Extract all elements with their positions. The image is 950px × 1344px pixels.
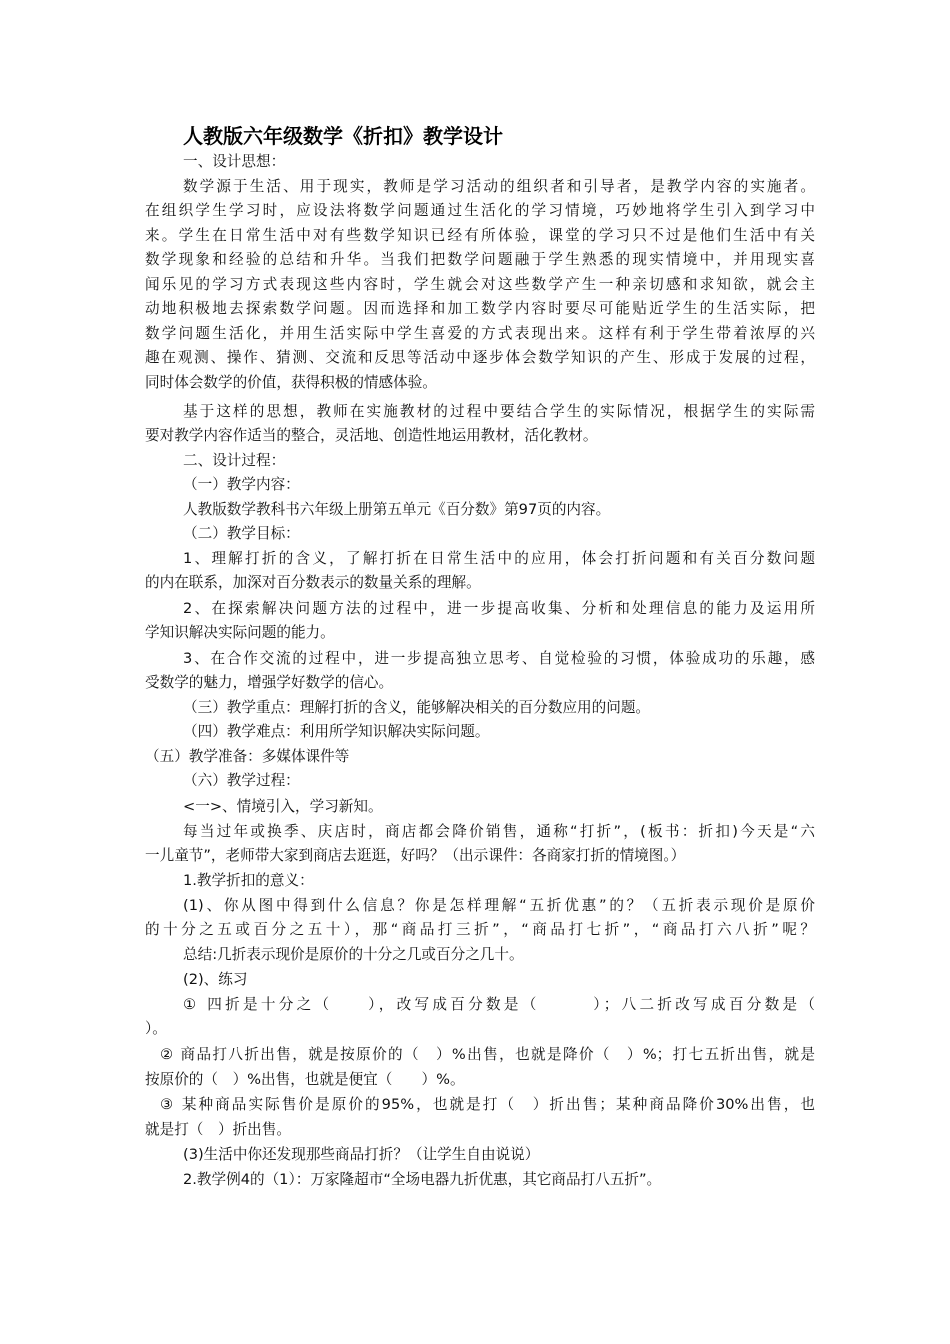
- paragraph-line: 每当过年或换季、庆店时，商店都会降价销售，通称“打折”，(板书：折扣)今天是“六: [183, 823, 815, 840]
- subsection-heading: （二）教学目标：: [183, 525, 300, 542]
- paragraph-line: 总结:几折表示现价是原价的十分之几或百分之几十。: [183, 946, 524, 963]
- step-heading: 2.教学例4的（1）：万家隆超市“全场电器九折优惠，其它商品打八五折”。: [183, 1171, 662, 1188]
- paragraph-line: 的十分之五或百分之五十），那“商品打三折”，“商品打七折”，“商品打六八折”呢？: [145, 921, 815, 938]
- step-heading: <一>、情境引入，学习新知。: [183, 798, 383, 815]
- objective-item: 2、在探索解决问题方法的过程中，进一步提高收集、分析和处理信息的能力及运用所: [183, 600, 815, 617]
- exercise-item: 就是打（ ）折出售。: [145, 1121, 291, 1138]
- paragraph-line: 来。学生在日常生活中对有些数学知识已经有所体验，课堂的学习只不过是他们生活中有关: [145, 227, 815, 244]
- paragraph-line: (1)、你从图中得到什么信息？你是怎样理解“五折优惠”的？（五折表示现价是原价: [183, 897, 815, 914]
- objective-item: 1、理解打折的含义，了解打折在日常生活中的应用，体会打折问题和有关百分数问题: [183, 550, 815, 567]
- section-heading: 一、设计思想：: [183, 153, 286, 170]
- paragraph-line: 基于这样的思想，教师在实施教材的过程中要结合学生的实际情况，根据学生的实际需: [183, 403, 815, 420]
- paragraph-line: 人教版数学教科书六年级上册第五单元《百分数》第97页的内容。: [183, 501, 611, 518]
- document-title: 人教版六年级数学《折扣》教学设计: [183, 124, 503, 148]
- objective-item: 3、在合作交流的过程中，进一步提高独立思考、自觉检验的习惯，体验成功的乐趣，感: [183, 650, 815, 667]
- paragraph-line: 趣在观测、操作、猜测、交流和反思等活动中逐步体会数学知识的产生、形成于发展的过程，: [145, 349, 815, 366]
- exercise-item: ③ 某种商品实际售价是原价的95%，也就是打（ ）折出售；某种商品降价30%出售，也: [160, 1096, 815, 1113]
- section-heading: 二、设计过程：: [183, 452, 286, 469]
- paragraph-line: 数学现象和经验的总结和升华。当我们把数学问题融于学生熟悉的现实情境中，并用现实喜: [145, 251, 815, 268]
- paragraph-line: 在组织学生学习时，应设法将数学问题通过生活化的学习情境，巧妙地将学生引入到学习中: [145, 202, 815, 219]
- paragraph-line: 数学源于生活、用于现实，教师是学习活动的组织者和引导者，是教学内容的实施者。: [183, 178, 815, 195]
- exercise-item: ）。: [145, 1020, 167, 1037]
- exercise-item: ① 四折是十分之（ ），改写成百分数是（ ）；八二折改写成百分数是（: [183, 996, 815, 1013]
- subsection-heading: （四）教学难点：利用所学知识解决实际问题。: [183, 723, 490, 740]
- exercise-item: ② 商品打八折出售，就是按原价的（ ）%出售，也就是降价（ ）%；打七五折出售，就是: [160, 1046, 815, 1063]
- subsection-heading: （六）教学过程：: [183, 772, 300, 789]
- objective-item: 受数学的魅力，增强学好数学的信心。: [145, 674, 394, 691]
- paragraph-line: 一儿童节”，老师带大家到商店去逛逛，好吗？（出示课件：各商家打折的情境图。）: [145, 847, 686, 864]
- exercise-heading: (2)、练习: [183, 971, 248, 988]
- paragraph-line: 数学问题生活化，并用生活实际中学生喜爱的方式表现出来。这样有利于学生带着浓厚的兴: [145, 325, 815, 342]
- objective-item: 学知识解决实际问题的能力。: [145, 624, 335, 641]
- paragraph-line: 闻乐见的学习方式表现这些内容时，学生就会对这些数学产生一种亲切感和求知欲，就会主: [145, 276, 815, 293]
- step-heading: 1.教学折扣的意义：: [183, 872, 314, 889]
- subsection-heading: （一）教学内容：: [183, 476, 300, 493]
- subsection-heading: （三）教学重点：理解打折的含义，能够解决相关的百分数应用的问题。: [183, 699, 651, 716]
- objective-item: 的内在联系，加深对百分数表示的数量关系的理解。: [145, 574, 481, 591]
- paragraph-line: 动地积极地去探索数学问题。因而选择和加工数学内容时要尽可能贴近学生的生活实际，把: [145, 300, 815, 317]
- paragraph-line: 同时体会数学的价值，获得积极的情感体验。: [145, 374, 437, 391]
- subsection-heading: （五）教学准备：多媒体课件等: [145, 748, 350, 765]
- exercise-item: 按原价的（ ）%出售，也就是便宜（ ）%。: [145, 1071, 465, 1088]
- paragraph-line: (3)生活中你还发现那些商品打折？（让学生自由说说）: [183, 1146, 540, 1163]
- paragraph-line: 要对教学内容作适当的整合，灵活地、创造性地运用教材，活化教材。: [145, 427, 598, 444]
